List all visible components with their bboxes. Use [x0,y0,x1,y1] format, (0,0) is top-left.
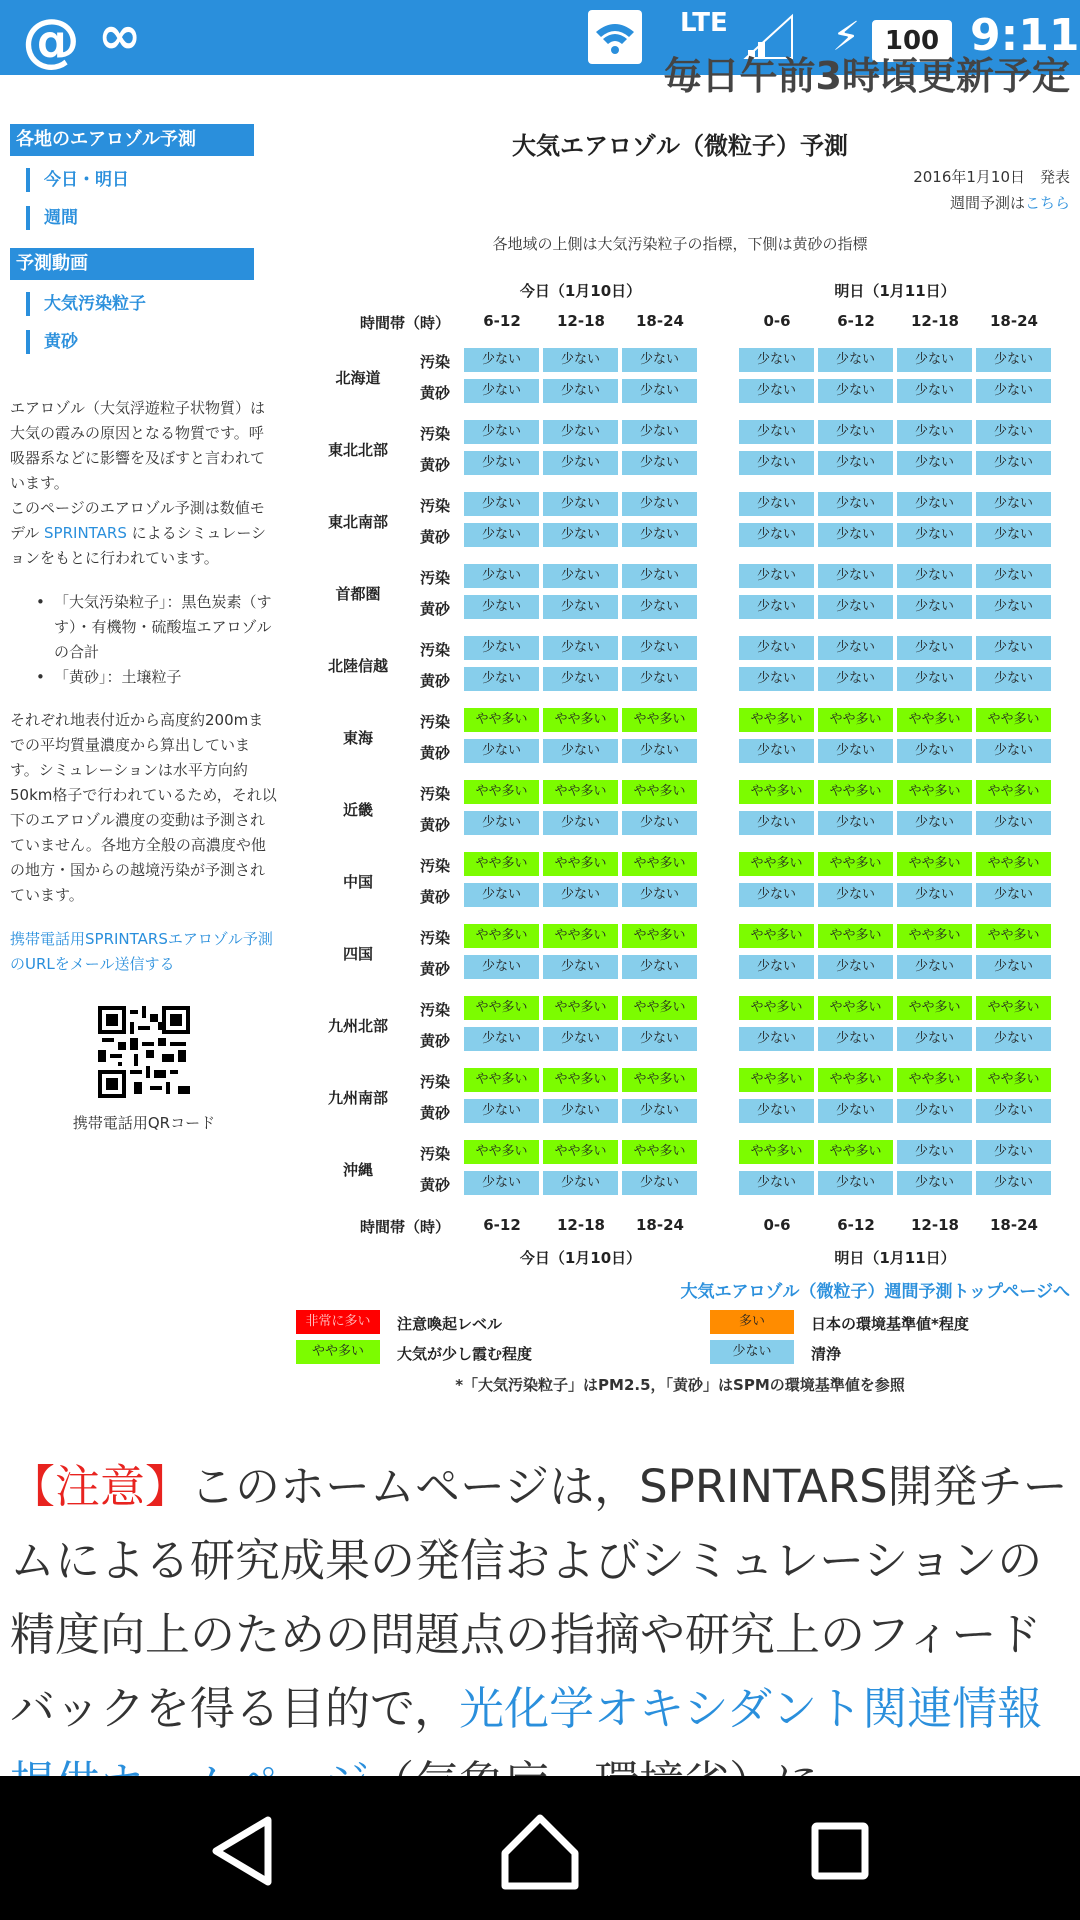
pollution-level-cell: 少ない [897,564,972,588]
pollution-row-label: 汚染 [420,353,451,371]
pollution-level-cell: やや多い [622,924,697,948]
dust-level-cell: 少ない [739,667,814,691]
dust-level-cell: 少ない [739,379,814,403]
pollution-level-cell: 少ない [622,564,697,588]
dust-level-cell: 少ない [622,379,697,403]
pollution-row-label: 汚染 [420,857,451,875]
pollution-level-cell: やや多い [897,780,972,804]
pollution-level-cell: やや多い [464,1140,539,1164]
time-header-tomorrow: 0-6 [763,312,791,330]
dust-level-cell: 少ない [464,523,539,547]
pollution-level-cell: やや多い [622,780,697,804]
pollution-level-cell: やや多い [818,1068,893,1092]
clock: 9:11 [970,10,1080,61]
dust-level-cell: 少ない [739,1027,814,1051]
pollution-level-cell: 少ない [818,348,893,372]
dust-level-cell: 少ない [622,523,697,547]
recents-icon[interactable] [795,1806,885,1896]
dust-level-cell: 少ない [543,1099,618,1123]
pollution-level-cell: やや多い [976,708,1051,732]
pollution-row-label: 汚染 [420,641,451,659]
dust-level-cell: 少ない [739,595,814,619]
pollution-level-cell: やや多い [622,708,697,732]
dust-level-cell: 少ない [543,595,618,619]
pollution-row-label: 汚染 [420,425,451,443]
dust-level-cell: 少ない [818,955,893,979]
dust-row-label: 黄砂 [420,888,451,906]
time-header-today: 6-12 [483,1216,521,1234]
pollution-level-cell: やや多い [976,780,1051,804]
dust-row-label: 黄砂 [420,384,451,402]
time-header-today: 6-12 [483,312,521,330]
infinity-icon: ∞ [98,6,142,66]
dust-level-cell: 少ない [622,667,697,691]
lte-indicator: LTE [680,8,728,38]
dust-level-cell: 少ない [976,811,1051,835]
qr-caption: 携帯電話用QRコード [72,1114,216,1132]
dust-level-cell: 少ない [543,1171,618,1195]
region-label: 四国 [342,945,373,963]
region-label: 近畿 [342,801,373,819]
pollution-level-cell: 少ない [622,348,697,372]
pollution-level-cell: 少ない [897,348,972,372]
dust-level-cell: 少ない [739,1171,814,1195]
dust-level-cell: 少ない [543,667,618,691]
pollution-row-label: 汚染 [420,569,451,587]
dust-level-cell: 少ない [622,595,697,619]
dust-row-label: 黄砂 [420,600,451,618]
dust-row-label: 黄砂 [420,672,451,690]
pollution-level-cell: 少ない [976,492,1051,516]
pollution-level-cell: やや多い [739,924,814,948]
pollution-level-cell: 少ない [543,492,618,516]
dust-level-cell: 少ない [739,811,814,835]
back-icon[interactable] [196,1806,286,1896]
pollution-level-cell: やや多い [818,996,893,1020]
notice-paragraph [10,1450,1070,1776]
pollution-level-cell: 少ない [897,636,972,660]
weekly-forecast-link[interactable]: こちら [1024,194,1070,212]
dust-level-cell: 少ない [739,451,814,475]
sprintars-link[interactable]: SPRINTARS [44,524,127,542]
weekly-top-link[interactable]: 大気エアロゾル（微粒子）週間予測トップページへ [680,1282,1070,1302]
region-label: 北海道 [335,369,381,387]
pollution-level-cell: 少ない [739,420,814,444]
today-footer: 今日（1月10日） [519,1249,642,1267]
dust-level-cell: 少ない [897,1099,972,1123]
pollution-level-cell: 少ない [464,636,539,660]
dust-level-cell: 少ない [818,1099,893,1123]
dust-level-cell: 少ない [543,955,618,979]
pollution-level-cell: やや多い [897,924,972,948]
pollution-level-cell: やや多い [818,852,893,876]
dust-level-cell: 少ない [897,883,972,907]
pollution-row-label: 汚染 [420,1145,451,1163]
dust-level-cell: 少ない [464,1099,539,1123]
dust-level-cell: 少ない [976,595,1051,619]
sidebar-link-today-tomorrow[interactable]: 今日・明日 [26,168,129,192]
model-text-after: によるシミュレーションをもとに行われています。 [10,524,267,567]
dust-level-cell: 少ない [976,739,1051,763]
region-label: 北陸信越 [327,657,388,675]
weekly-prefix: 週間予測は [949,194,1025,212]
pollution-level-cell: やや多い [739,1140,814,1164]
qr-code [98,1006,190,1098]
dust-level-cell: 少ない [897,379,972,403]
dust-row-label: 黄砂 [420,528,451,546]
model-text-before: このページのエアロゾル予測は数値モデル [10,499,265,542]
pollution-level-cell: やや多い [739,996,814,1020]
time-header-today: 12-18 [557,312,605,330]
pollution-row-label: 汚染 [420,497,451,515]
pollution-level-cell: やや多い [622,996,697,1020]
pollution-level-cell: 少ない [818,420,893,444]
pollution-level-cell: やや多い [739,708,814,732]
pollution-level-cell: やや多い [464,708,539,732]
pollution-level-cell: やや多い [543,780,618,804]
aerosol-definition-list [36,590,276,690]
charging-icon: ⚡ [832,14,861,60]
dust-level-cell: 少ない [464,739,539,763]
pollution-level-cell: 少ない [897,492,972,516]
dust-level-cell: 少ない [897,451,972,475]
page-title: 大気エアロゾル（微粒子）予測 [512,132,848,160]
method-text: それぞれ地表付近から高度約200mまでの平均質量濃度から算出しています。シミュレーションは水平方向約50km格子で行われているため，それ以下のエアロゾル濃度の変動は予測されていません。各地方全般の高濃度や他の地方・国からの越境汚染が予測されています。 [10,711,277,904]
pollution-level-cell: やや多い [464,852,539,876]
dust-level-cell: 少ない [622,739,697,763]
dust-level-cell: 少ない [543,451,618,475]
home-icon[interactable] [495,1806,585,1896]
navigation-bar [0,1776,1080,1920]
region-label: 九州南部 [327,1089,388,1107]
pollution-level-cell: やや多い [976,1068,1051,1092]
list-item: • 「大気汚染粒子」：黒色炭素（すす）・有機物・硫酸塩エアロゾルの合計 [36,590,276,665]
pollution-level-cell: やや多い [464,1068,539,1092]
list-item: • 「黄砂」：土壌粒子 [36,665,276,690]
pollution-level-cell: やや多い [543,852,618,876]
region-label: 九州北部 [327,1017,388,1035]
dust-level-cell: 少ない [739,883,814,907]
dust-level-cell: 少ない [622,955,697,979]
region-label: 沖縄 [342,1161,373,1179]
at-icon: @ [22,6,80,74]
pollution-row-label: 汚染 [420,785,451,803]
pollution-level-cell: やや多い [464,924,539,948]
dust-level-cell: 少ない [464,1171,539,1195]
legend-swatch-slightly-high: やや多い [296,1340,380,1364]
pollution-level-cell: 少ない [976,636,1051,660]
dust-level-cell: 少ない [739,1099,814,1123]
pollution-level-cell: やや多い [897,1068,972,1092]
dust-level-cell: 少ない [739,955,814,979]
time-header-tomorrow: 12-18 [911,1216,959,1234]
dust-level-cell: 少ない [976,1171,1051,1195]
dust-level-cell: 少ない [897,667,972,691]
tomorrow-footer: 明日（1月11日） [834,1249,956,1267]
pollution-row-label: 汚染 [420,1073,451,1091]
pollution-row-label: 汚染 [420,713,451,731]
pollution-level-cell: 少ない [818,564,893,588]
pollution-level-cell: 少ない [464,492,539,516]
dust-level-cell: 少ない [897,523,972,547]
legend-text-low: 清浄 [811,1345,842,1363]
pollution-level-cell: やや多い [543,924,618,948]
time-header-today: 12-18 [557,1216,605,1234]
pollution-level-cell: やや多い [464,780,539,804]
pollution-level-cell: 少ない [818,636,893,660]
dust-level-cell: 少ない [622,883,697,907]
dust-level-cell: 少ない [818,883,893,907]
dust-level-cell: 少ない [818,1027,893,1051]
region-label: 東北南部 [327,513,388,531]
update-schedule-heading: 毎日午前3時頃更新予定 [663,54,1070,98]
dust-level-cell: 少ない [622,1027,697,1051]
time-header-tomorrow: 0-6 [763,1216,791,1234]
pollution-level-cell: 少ない [739,564,814,588]
pollution-level-cell: 少ない [739,348,814,372]
sidebar-link-dust-animation[interactable]: 黄砂 [26,330,78,354]
dust-level-cell: 少ない [622,1171,697,1195]
time-header-today: 18-24 [636,312,684,330]
sidebar-link-pollution-animation[interactable]: 大気汚染粒子 [26,292,146,316]
pollution-level-cell: やや多い [543,1068,618,1092]
dust-level-cell: 少ない [464,883,539,907]
mail-url-link[interactable]: 携帯電話用SPRINTARSエアロゾル予測のURLをメール送信する [10,930,273,973]
battery-icon: 100 [872,20,952,62]
pollution-level-cell: 少ない [976,1140,1051,1164]
dust-level-cell: 少ない [818,811,893,835]
dust-level-cell: 少ない [464,451,539,475]
time-header-today: 18-24 [636,1216,684,1234]
pollution-level-cell: やや多い [818,780,893,804]
dust-level-cell: 少ない [543,523,618,547]
dust-level-cell: 少ない [897,955,972,979]
pollution-level-cell: 少ない [976,564,1051,588]
dust-level-cell: 少ない [622,451,697,475]
dust-level-cell: 少ない [976,379,1051,403]
dust-level-cell: 少ない [897,1027,972,1051]
region-label: 中国 [342,873,373,891]
dust-row-label: 黄砂 [420,1032,451,1050]
pollution-level-cell: 少ない [543,348,618,372]
dust-level-cell: 少ない [818,667,893,691]
pollution-level-cell: 少ない [739,636,814,660]
pollution-level-cell: やや多い [818,924,893,948]
dust-level-cell: 少ない [464,811,539,835]
pollution-level-cell: やや多い [976,996,1051,1020]
dust-level-cell: 少ない [543,883,618,907]
pollution-level-cell: 少ない [543,636,618,660]
photochemical-oxidant-link[interactable]: 光化学オキシダント関連情報 [459,1682,1043,1735]
pollution-level-cell: 少ない [543,564,618,588]
dust-level-cell: 少ない [818,739,893,763]
dust-row-label: 黄砂 [420,960,451,978]
time-band-label: 時間帯（時） [360,314,451,332]
pollution-level-cell: 少ない [464,420,539,444]
time-header-tomorrow: 6-12 [837,1216,875,1234]
dust-level-cell: 少ない [897,595,972,619]
pollution-level-cell: 少ない [897,1140,972,1164]
dust-level-cell: 少ない [897,1171,972,1195]
pollution-level-cell: やや多い [739,852,814,876]
dust-level-cell: 少ない [818,1171,893,1195]
region-label: 首都圏 [335,585,381,603]
pollution-level-cell: やや多い [622,1068,697,1092]
pollution-level-cell: やや多い [543,1140,618,1164]
pollution-level-cell: やや多い [739,1068,814,1092]
pollution-level-cell: やや多い [818,708,893,732]
weekly-forecast-note [700,192,1070,213]
region-label: 東海 [342,729,373,747]
dust-level-cell: 少ない [739,739,814,763]
pollution-level-cell: 少ない [543,420,618,444]
dust-level-cell: 少ない [543,1027,618,1051]
pollution-level-cell: やや多い [622,1140,697,1164]
footnote: *「大気汚染粒子」はPM2.5，「黄砂」はSPMの環境基準値を参照 [455,1376,905,1394]
dust-level-cell: 少ない [464,595,539,619]
pollution-level-cell: やや多い [818,1140,893,1164]
legend-text-high: 日本の環境基準値*程度 [811,1315,969,1333]
sidebar-heading-forecast: 各地のエアロゾル予測 [10,124,254,156]
pollution-level-cell: やや多い [739,780,814,804]
today-header: 今日（1月10日） [519,282,642,300]
time-header-tomorrow: 6-12 [837,312,875,330]
region-label: 東北北部 [327,441,388,459]
dust-level-cell: 少ない [543,739,618,763]
pollution-level-cell: やや多い [543,708,618,732]
pollution-level-cell: やや多い [543,996,618,1020]
time-band-label: 時間帯（時） [360,1218,451,1236]
pollution-level-cell: 少ない [622,636,697,660]
legend-text-slightly-high: 大気が少し霞む程度 [397,1345,533,1363]
pollution-level-cell: やや多い [976,924,1051,948]
pollution-level-cell: 少ない [622,492,697,516]
dust-level-cell: 少ない [464,667,539,691]
pollution-level-cell: 少ない [622,420,697,444]
dust-level-cell: 少ない [464,1027,539,1051]
pollution-level-cell: 少ない [976,348,1051,372]
dust-level-cell: 少ない [818,523,893,547]
pollution-level-cell: やや多い [976,852,1051,876]
time-header-tomorrow: 18-24 [990,1216,1038,1234]
legend-swatch-high: 多い [710,1310,794,1334]
dust-level-cell: 少ない [739,523,814,547]
dust-level-cell: 少ない [818,451,893,475]
intro-text: エアロゾル（大気浮遊粒子状物質）は大気の霞みの原因となる物質です。呼吸器系などに影響を及ぼすと言われています。 [10,399,266,492]
dust-level-cell: 少ない [976,883,1051,907]
model-text [10,496,278,571]
region-note: 各地域の上側は大気汚染粒子の指標，下側は黄砂の指標 [492,235,868,253]
dust-row-label: 黄砂 [420,1104,451,1122]
sidebar-link-weekly[interactable]: 週間 [26,206,78,230]
dust-row-label: 黄砂 [420,816,451,834]
legend-swatch-low: 少ない [710,1340,794,1364]
pollution-row-label: 汚染 [420,929,451,947]
legend-swatch-very-high: 非常に多い [296,1310,380,1334]
dust-row-label: 黄砂 [420,1176,451,1194]
pollution-level-cell: 少ない [464,564,539,588]
pollution-level-cell: やや多い [897,852,972,876]
pollution-level-cell: やや多い [897,996,972,1020]
dust-level-cell: 少ない [818,379,893,403]
dust-level-cell: 少ない [622,1099,697,1123]
dust-level-cell: 少ない [464,955,539,979]
sidebar-heading-animation: 予測動画 [10,248,254,280]
dust-level-cell: 少ない [818,595,893,619]
legend-text-very-high: 注意喚起レベル [397,1315,503,1333]
pollution-level-cell: 少ない [976,420,1051,444]
dust-level-cell: 少ない [976,955,1051,979]
pollution-level-cell: 少ない [739,492,814,516]
dust-level-cell: 少ない [897,811,972,835]
issued-date: 2016年1月10日 発表 [913,168,1070,186]
notice-text: このホームページは，SPRINTARS開発チームによる研究成果の発信およびシミュレーションの精度向上のための問題点の指摘や研究上のフィードバックを得る目的で， [10,1460,1068,1735]
pollution-level-cell: やや多い [464,996,539,1020]
dust-level-cell: 少ない [976,451,1051,475]
dust-row-label: 黄砂 [420,456,451,474]
dust-level-cell: 少ない [543,811,618,835]
dust-level-cell: 少ない [976,667,1051,691]
pollution-level-cell: やや多い [897,708,972,732]
time-header-tomorrow: 18-24 [990,312,1038,330]
dust-level-cell: 少ない [622,811,697,835]
time-header-tomorrow: 12-18 [911,312,959,330]
tomorrow-header: 明日（1月11日） [834,282,956,300]
dust-level-cell: 少ない [464,379,539,403]
pollution-level-cell: 少ない [818,492,893,516]
pollution-level-cell: 少ない [464,348,539,372]
pollution-level-cell: 少ない [897,420,972,444]
dust-level-cell: 少ない [976,1027,1051,1051]
dust-level-cell: 少ない [543,379,618,403]
dust-level-cell: 少ない [897,739,972,763]
dust-level-cell: 少ない [976,1099,1051,1123]
dust-row-label: 黄砂 [420,744,451,762]
pollution-level-cell: やや多い [622,852,697,876]
dust-level-cell: 少ない [976,523,1051,547]
notice-label: 【注意】 [10,1460,191,1513]
pollution-row-label: 汚染 [420,1001,451,1019]
